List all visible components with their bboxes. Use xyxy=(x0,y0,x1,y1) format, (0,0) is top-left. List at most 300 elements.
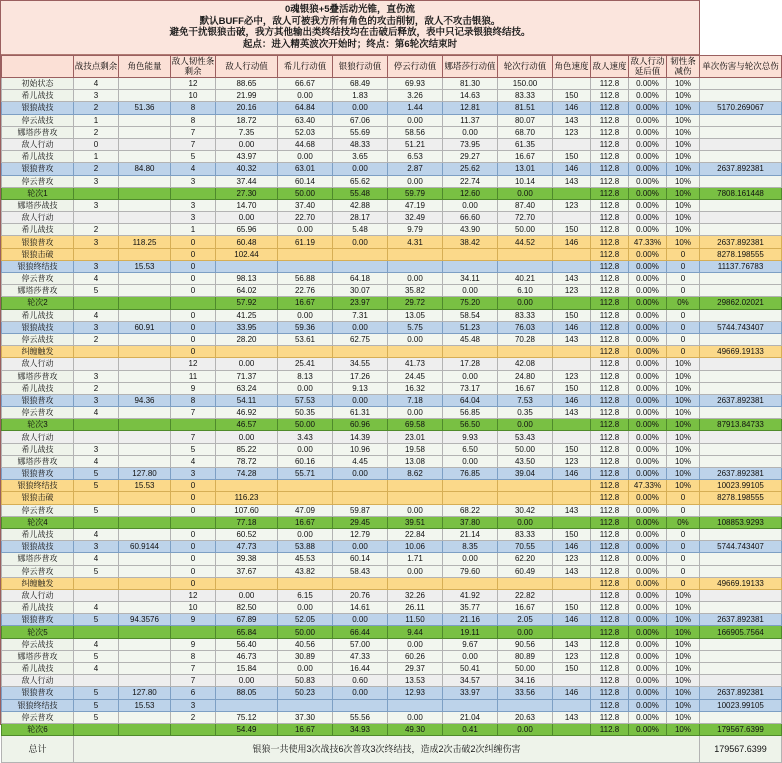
table-cell: 143 xyxy=(553,504,591,516)
table-cell: 0.00 xyxy=(498,626,553,638)
table-cell: 22.70 xyxy=(278,212,333,224)
table-cell xyxy=(553,212,591,224)
row-label: 纠缠触发 xyxy=(2,577,74,589)
table-row[interactable] xyxy=(2,443,782,455)
table-cell xyxy=(388,699,443,711)
table-cell: 0.00 xyxy=(443,455,498,467)
table-cell: 166905.7564 xyxy=(700,626,782,638)
table-row[interactable] xyxy=(2,346,782,358)
table-cell: 0.00 xyxy=(443,285,498,297)
table-cell: 70.55 xyxy=(498,541,553,553)
table-cell: 60.26 xyxy=(388,650,443,662)
table-cell: 37.67 xyxy=(216,565,278,577)
table-cell: 4 xyxy=(171,163,216,175)
table-cell: 33.97 xyxy=(443,687,498,699)
table-cell: 2.87 xyxy=(388,163,443,175)
table-row[interactable] xyxy=(2,516,782,528)
row-label: 希儿战技 xyxy=(2,528,74,540)
table-row[interactable] xyxy=(2,455,782,467)
header-cell-3: 敌人韧性条剩余 xyxy=(171,56,215,76)
table-cell: 53.43 xyxy=(498,431,553,443)
table-row[interactable] xyxy=(2,382,782,394)
table-cell: 0.00 xyxy=(333,687,388,699)
table-row[interactable] xyxy=(2,151,782,163)
table-cell: 2 xyxy=(74,382,119,394)
table-cell: 112.8 xyxy=(591,455,629,467)
table-cell: 0.00 xyxy=(333,163,388,175)
table-cell: 9 xyxy=(171,382,216,394)
table-cell: 3 xyxy=(74,443,119,455)
table-cell: 0.00 xyxy=(216,212,278,224)
table-cell: 21.99 xyxy=(216,90,278,102)
table-cell: 0 xyxy=(171,346,216,358)
table-cell: 0.00 xyxy=(278,602,333,614)
table-cell: 123 xyxy=(553,199,591,211)
table-cell: 87.40 xyxy=(498,199,553,211)
table-row[interactable] xyxy=(2,419,782,431)
table-cell: 9.79 xyxy=(388,224,443,236)
row-label: 敌人行动 xyxy=(2,358,74,370)
table-cell: 112.8 xyxy=(591,382,629,394)
total-row xyxy=(2,736,782,763)
header-line-1: 0魂银狼+5叠活动光锥，直伤流 xyxy=(284,4,416,15)
table-row[interactable] xyxy=(2,589,782,601)
table-cell: 50.00 xyxy=(278,626,333,638)
table-row[interactable] xyxy=(2,492,782,504)
table-cell: 0 xyxy=(667,285,700,297)
table-cell: 0.00% xyxy=(629,260,667,272)
table-cell: 0.00% xyxy=(629,650,667,662)
table-cell: 16.44 xyxy=(333,663,388,675)
table-cell xyxy=(333,248,388,260)
table-row[interactable] xyxy=(2,431,782,443)
table-cell: 50.23 xyxy=(278,687,333,699)
table-row[interactable] xyxy=(2,273,782,285)
table-cell: 82.50 xyxy=(216,602,278,614)
table-cell: 108853.9293 xyxy=(700,516,782,528)
table-cell xyxy=(553,431,591,443)
row-label: 银狼普攻 xyxy=(2,236,74,248)
table-cell: 26.11 xyxy=(388,602,443,614)
table-cell xyxy=(700,711,782,723)
table-cell xyxy=(553,78,591,90)
table-cell xyxy=(553,358,591,370)
table-cell xyxy=(700,309,782,321)
table-cell: 0.00 xyxy=(278,309,333,321)
table-cell: 5 xyxy=(74,687,119,699)
table-cell: 56.85 xyxy=(443,407,498,419)
table-cell: 112.8 xyxy=(591,663,629,675)
table-cell xyxy=(333,492,388,504)
table-row[interactable] xyxy=(2,187,782,199)
table-cell: 179567.6399 xyxy=(700,723,782,735)
table-cell xyxy=(333,577,388,589)
table-cell: 112.8 xyxy=(591,443,629,455)
table-row[interactable] xyxy=(2,468,782,480)
table-cell: 66.60 xyxy=(443,212,498,224)
table-row[interactable] xyxy=(2,236,782,248)
table-cell xyxy=(119,516,171,528)
table-cell xyxy=(443,480,498,492)
row-label: 轮次4 xyxy=(2,516,74,528)
table-cell: 25.62 xyxy=(443,163,498,175)
table-cell: 0.00 xyxy=(443,126,498,138)
table-cell: 13.01 xyxy=(498,163,553,175)
table-cell xyxy=(74,516,119,528)
table-cell: 30.89 xyxy=(278,650,333,662)
table-cell: 35.77 xyxy=(443,602,498,614)
table-cell: 9.13 xyxy=(333,382,388,394)
table-cell: 0.00% xyxy=(629,711,667,723)
table-row[interactable] xyxy=(2,528,782,540)
table-cell: 150 xyxy=(553,663,591,675)
table-row[interactable] xyxy=(2,650,782,662)
table-cell: 55.69 xyxy=(333,126,388,138)
table-row[interactable] xyxy=(2,577,782,589)
table-cell xyxy=(700,126,782,138)
table-cell: 102.44 xyxy=(216,248,278,260)
table-cell: 0.00 xyxy=(278,224,333,236)
table-row[interactable] xyxy=(2,224,782,236)
table-cell: 47.19 xyxy=(388,199,443,211)
table-cell: 69.58 xyxy=(388,419,443,431)
table-cell: 143 xyxy=(553,711,591,723)
table-row[interactable] xyxy=(2,260,782,272)
table-cell: 5 xyxy=(171,151,216,163)
table-row[interactable] xyxy=(2,126,782,138)
table-cell: 77.18 xyxy=(216,516,278,528)
table-cell: 44.68 xyxy=(278,138,333,150)
row-label: 娜塔莎普攻 xyxy=(2,126,74,138)
table-row[interactable] xyxy=(2,102,782,114)
table-cell: 10% xyxy=(667,699,700,711)
table-cell: 112.8 xyxy=(591,212,629,224)
table-row[interactable] xyxy=(2,541,782,553)
table-cell: 1 xyxy=(74,114,119,126)
table-cell: 59.79 xyxy=(388,187,443,199)
table-row[interactable] xyxy=(2,626,782,638)
table-row[interactable] xyxy=(2,565,782,577)
table-row[interactable] xyxy=(2,78,782,90)
table-cell: 143 xyxy=(553,273,591,285)
table-row[interactable] xyxy=(2,663,782,675)
table-cell: 81.30 xyxy=(443,78,498,90)
table-cell: 10% xyxy=(667,675,700,687)
table-cell: 143 xyxy=(553,565,591,577)
table-cell: 5 xyxy=(74,650,119,662)
table-cell: 4 xyxy=(74,602,119,614)
table-cell: 32.49 xyxy=(388,212,443,224)
table-row[interactable] xyxy=(2,394,782,406)
table-cell xyxy=(333,699,388,711)
table-cell: 0.00 xyxy=(333,614,388,626)
table-row[interactable] xyxy=(2,163,782,175)
row-label: 敌人行动 xyxy=(2,212,74,224)
table-cell: 41.73 xyxy=(388,358,443,370)
header-cell-13: 韧性条减伤 xyxy=(667,56,700,78)
table-cell xyxy=(171,626,216,638)
table-cell: 60.14 xyxy=(333,553,388,565)
table-cell: 112.8 xyxy=(591,175,629,187)
table-cell: 51.23 xyxy=(443,321,498,333)
table-cell xyxy=(119,358,171,370)
header-cell-7: 停云行动值 xyxy=(388,56,443,78)
table-row[interactable] xyxy=(2,309,782,321)
table-cell: 37.44 xyxy=(216,175,278,187)
table-cell: 22.74 xyxy=(443,175,498,187)
table-cell: 57.00 xyxy=(333,638,388,650)
table-cell: 10.14 xyxy=(498,175,553,187)
table-cell: 0.00% xyxy=(629,504,667,516)
table-cell: 12.79 xyxy=(333,528,388,540)
table-cell: 55.71 xyxy=(278,468,333,480)
table-cell: 23.97 xyxy=(333,297,388,309)
table-cell: 57.53 xyxy=(278,394,333,406)
table-cell: 70.28 xyxy=(498,333,553,345)
table-cell: 4 xyxy=(74,663,119,675)
table-row[interactable] xyxy=(2,602,782,614)
table-row[interactable] xyxy=(2,321,782,333)
table-cell xyxy=(700,199,782,211)
table-cell: 10% xyxy=(667,602,700,614)
table-cell xyxy=(119,577,171,589)
table-row[interactable] xyxy=(2,723,782,735)
table-cell: 150 xyxy=(553,224,591,236)
table-cell: 0 xyxy=(171,541,216,553)
table-cell: 58.54 xyxy=(443,309,498,321)
table-cell: 56.40 xyxy=(216,638,278,650)
table-cell: 22.84 xyxy=(388,528,443,540)
table-cell: 2637.892381 xyxy=(700,687,782,699)
table-cell: 112.8 xyxy=(591,187,629,199)
table-row[interactable] xyxy=(2,333,782,345)
table-cell xyxy=(700,370,782,382)
table-cell: 123 xyxy=(553,553,591,565)
table-cell: 34.93 xyxy=(333,723,388,735)
table-cell: 10% xyxy=(667,638,700,650)
table-cell: 54.11 xyxy=(216,394,278,406)
table-cell: 4 xyxy=(74,455,119,467)
table-row[interactable] xyxy=(2,90,782,102)
table-cell xyxy=(443,248,498,260)
table-cell xyxy=(74,589,119,601)
row-label: 希儿战技 xyxy=(2,90,74,102)
table-row[interactable] xyxy=(2,297,782,309)
table-cell: 18.72 xyxy=(216,114,278,126)
table-cell: 0.00% xyxy=(629,468,667,480)
table-cell: 83.33 xyxy=(498,309,553,321)
table-cell xyxy=(119,431,171,443)
table-cell: 60.49 xyxy=(498,565,553,577)
table-row[interactable] xyxy=(2,480,782,492)
table-cell xyxy=(74,358,119,370)
table-cell: 33.95 xyxy=(216,321,278,333)
table-cell: 5170.269067 xyxy=(700,102,782,114)
table-cell: 3 xyxy=(74,394,119,406)
table-cell: 4 xyxy=(74,78,119,90)
table-row[interactable] xyxy=(2,175,782,187)
table-cell: 0.00 xyxy=(498,723,553,735)
table-cell: 7 xyxy=(171,407,216,419)
table-cell: 4 xyxy=(171,455,216,467)
table-cell: 50.00 xyxy=(278,187,333,199)
row-label: 银狼终结技 xyxy=(2,480,74,492)
header-title-block xyxy=(1,1,699,55)
table-cell: 68.22 xyxy=(443,504,498,516)
table-cell: 0.00 xyxy=(388,565,443,577)
table-cell: 83.33 xyxy=(498,528,553,540)
table-cell: 3.43 xyxy=(278,431,333,443)
table-cell xyxy=(700,358,782,370)
table-row[interactable] xyxy=(2,358,782,370)
table-cell: 0 xyxy=(171,333,216,345)
table-cell: 17.26 xyxy=(333,370,388,382)
table-cell: 0.00% xyxy=(629,638,667,650)
table-cell xyxy=(443,346,498,358)
table-cell: 5 xyxy=(74,504,119,516)
table-row[interactable] xyxy=(2,138,782,150)
table-cell: 0.00 xyxy=(278,382,333,394)
table-cell xyxy=(700,78,782,90)
table-cell xyxy=(333,260,388,272)
table-cell: 14.63 xyxy=(443,90,498,102)
table-cell: 10% xyxy=(667,455,700,467)
table-row[interactable] xyxy=(2,553,782,565)
table-row[interactable] xyxy=(2,114,782,126)
table-cell: 50.83 xyxy=(278,675,333,687)
header-cell-14: 单次伤害与轮次总伤 xyxy=(700,56,782,78)
table-cell: 30.07 xyxy=(333,285,388,297)
table-cell: 0 xyxy=(171,504,216,516)
table-row[interactable] xyxy=(2,212,782,224)
table-cell: 47.73 xyxy=(216,541,278,553)
table-cell xyxy=(171,297,216,309)
table-cell: 0.00 xyxy=(333,541,388,553)
table-row[interactable] xyxy=(2,407,782,419)
table-cell: 88.65 xyxy=(216,78,278,90)
table-row[interactable] xyxy=(2,638,782,650)
table-cell: 8278.198555 xyxy=(700,248,782,260)
table-cell: 38.42 xyxy=(443,236,498,248)
table-cell xyxy=(498,260,553,272)
table-cell xyxy=(216,480,278,492)
table-cell: 50.00 xyxy=(498,663,553,675)
table-row[interactable] xyxy=(2,504,782,516)
table-cell: 0.00% xyxy=(629,723,667,735)
table-cell: 29.27 xyxy=(443,151,498,163)
header-row xyxy=(2,56,782,78)
table-cell: 44.52 xyxy=(498,236,553,248)
table-cell: 112.8 xyxy=(591,358,629,370)
table-cell: 3 xyxy=(171,468,216,480)
table-cell: 0.00% xyxy=(629,382,667,394)
table-cell: 80.89 xyxy=(498,650,553,662)
table-cell xyxy=(498,346,553,358)
table-cell: 40.56 xyxy=(278,638,333,650)
table-header xyxy=(2,56,782,78)
table-cell xyxy=(74,297,119,309)
table-cell: 12.60 xyxy=(443,187,498,199)
table-cell: 0.00% xyxy=(629,175,667,187)
table-cell: 7.53 xyxy=(498,394,553,406)
table-cell: 118.25 xyxy=(119,236,171,248)
table-cell: 47.33% xyxy=(629,480,667,492)
table-cell: 23.01 xyxy=(388,431,443,443)
table-cell: 12.81 xyxy=(443,102,498,114)
row-label: 轮次2 xyxy=(2,297,74,309)
row-label: 轮次1 xyxy=(2,187,74,199)
table-cell: 5744.743407 xyxy=(700,321,782,333)
table-row[interactable] xyxy=(2,370,782,382)
table-cell xyxy=(388,480,443,492)
table-row[interactable] xyxy=(2,699,782,711)
table-cell: 112.8 xyxy=(591,114,629,126)
table-cell: 7808.161448 xyxy=(700,187,782,199)
table-cell: 146 xyxy=(553,236,591,248)
table-cell xyxy=(700,528,782,540)
table-cell: 112.8 xyxy=(591,614,629,626)
row-label: 希儿战技 xyxy=(2,224,74,236)
table-cell: 0 xyxy=(667,309,700,321)
table-cell xyxy=(700,504,782,516)
table-cell: 112.8 xyxy=(591,528,629,540)
table-row[interactable] xyxy=(2,711,782,723)
table-cell: 34.11 xyxy=(443,273,498,285)
table-cell: 16.32 xyxy=(388,382,443,394)
table-cell: 0 xyxy=(667,346,700,358)
table-cell: 5 xyxy=(74,711,119,723)
table-cell: 10% xyxy=(667,614,700,626)
table-cell: 112.8 xyxy=(591,273,629,285)
table-cell: 112.8 xyxy=(591,516,629,528)
table-cell: 65.62 xyxy=(333,175,388,187)
table-cell xyxy=(119,602,171,614)
table-cell: 10% xyxy=(667,175,700,187)
table-cell xyxy=(553,480,591,492)
table-cell: 146 xyxy=(553,687,591,699)
table-row[interactable] xyxy=(2,199,782,211)
table-cell: 48.33 xyxy=(333,138,388,150)
table-cell: 66.44 xyxy=(333,626,388,638)
table-row[interactable] xyxy=(2,248,782,260)
table-cell xyxy=(119,199,171,211)
table-row[interactable] xyxy=(2,285,782,297)
table-cell: 0.00% xyxy=(629,614,667,626)
table-cell: 66.67 xyxy=(278,78,333,90)
table-row[interactable] xyxy=(2,687,782,699)
table-cell: 59.36 xyxy=(278,321,333,333)
table-cell xyxy=(443,577,498,589)
row-label: 银狼战技 xyxy=(2,541,74,553)
table-cell xyxy=(700,114,782,126)
table-cell xyxy=(119,723,171,735)
table-cell xyxy=(498,699,553,711)
table-cell: 0.00 xyxy=(333,321,388,333)
table-cell xyxy=(278,492,333,504)
table-row[interactable] xyxy=(2,614,782,626)
table-cell: 60.14 xyxy=(278,175,333,187)
row-label: 停云普攻 xyxy=(2,565,74,577)
table-cell: 21.04 xyxy=(443,711,498,723)
table-body xyxy=(2,78,782,736)
table-cell: 56.50 xyxy=(443,419,498,431)
table-cell xyxy=(553,419,591,431)
table-cell: 150 xyxy=(553,528,591,540)
row-label: 银狼普攻 xyxy=(2,394,74,406)
table-cell: 3 xyxy=(74,541,119,553)
table-cell: 4.31 xyxy=(388,236,443,248)
table-row[interactable] xyxy=(2,675,782,687)
